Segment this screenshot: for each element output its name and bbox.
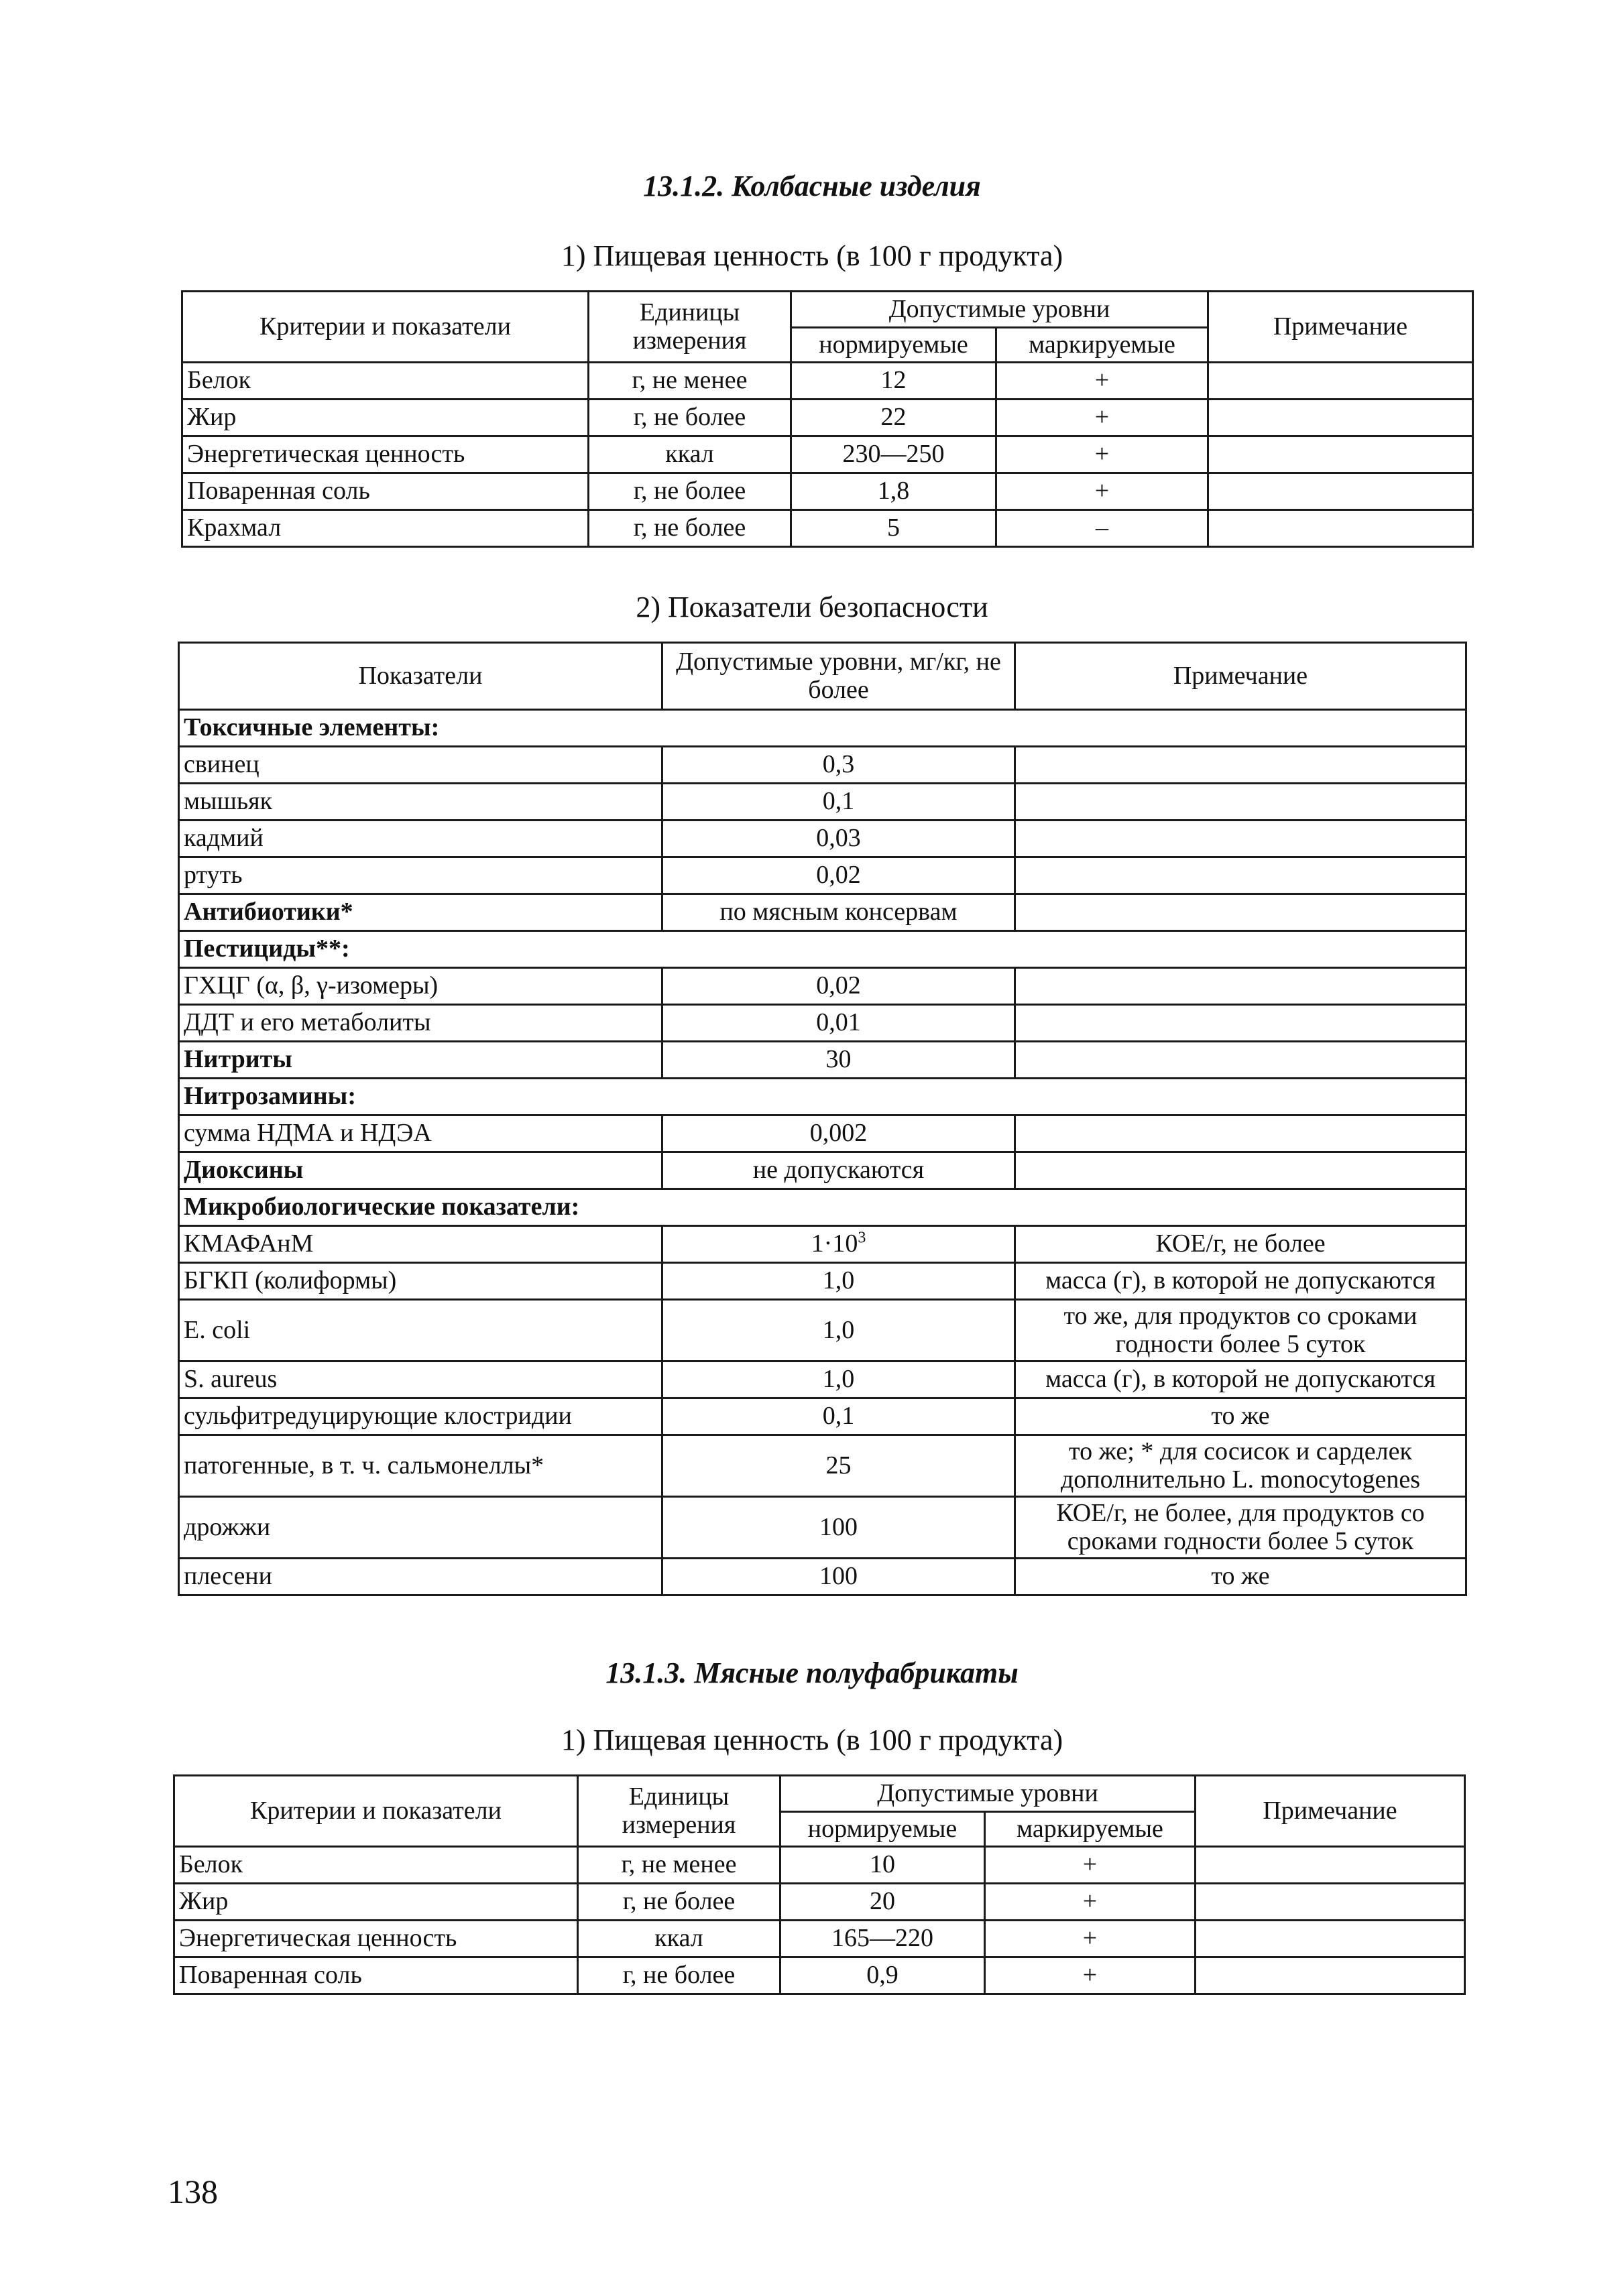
header-units: Единицы измерения	[589, 292, 791, 363]
level-value: 0,3	[822, 750, 855, 779]
level-value: по мясным консервам	[719, 898, 958, 926]
level-cell	[662, 968, 1015, 1005]
indicator-cell: БГКП (колиформы)	[179, 1263, 662, 1300]
indicator-cell: КМАФАнМ	[179, 1226, 662, 1263]
note-cell: масса (г), в которой не допускаются	[1015, 1263, 1466, 1300]
indicator-cell: мышьяк	[179, 784, 662, 821]
labeled-mark-cell: +	[985, 1884, 1196, 1921]
note-cell: КОЕ/г, не более	[1015, 1226, 1466, 1263]
unit-cell: г, не более	[578, 1957, 780, 1994]
criteria-cell: Поваренная соль	[182, 473, 589, 510]
indicator-cell: ДДТ и его метаболиты	[179, 1005, 662, 1042]
level-cell	[662, 747, 1015, 784]
criteria-cell: Крахмал	[182, 510, 589, 547]
note-cell	[1015, 1152, 1466, 1189]
table-row	[179, 894, 1466, 931]
table-row	[182, 400, 1473, 436]
table-row	[179, 1300, 1466, 1362]
nutrition-table-sausages	[181, 290, 1474, 548]
normalized-value-cell: 5	[791, 510, 996, 547]
header-units: Единицы измерения	[578, 1776, 780, 1847]
header-normalized: нормируемые	[791, 328, 996, 363]
group-label: Пестициды**:	[179, 931, 1466, 968]
header-note: Примечание	[1208, 292, 1473, 363]
header-criteria: Критерии и показатели	[182, 292, 589, 363]
note-cell: то же	[1015, 1398, 1466, 1435]
level-value: 0,1	[822, 787, 855, 816]
labeled-mark-cell: +	[985, 1921, 1196, 1957]
level-value: 30	[825, 1045, 852, 1074]
level-cell	[662, 1263, 1015, 1300]
criteria-cell: Энергетическая ценность	[174, 1921, 578, 1957]
header-labeled: маркируемые	[985, 1812, 1196, 1847]
level-value: 1,0	[822, 1315, 855, 1344]
level-cell	[662, 857, 1015, 894]
group-label: Микробиологические показатели:	[179, 1189, 1466, 1226]
criteria-cell: Белок	[174, 1847, 578, 1884]
header-criteria: Критерии и показатели	[174, 1776, 578, 1847]
level-cell	[662, 784, 1015, 821]
indicator-cell: кадмий	[179, 821, 662, 857]
labeled-mark-cell: +	[985, 1847, 1196, 1884]
unit-cell: ккал	[589, 436, 791, 473]
labeled-mark-cell: +	[996, 400, 1208, 436]
note-cell	[1196, 1884, 1465, 1921]
table-row	[179, 821, 1466, 857]
level-value: 1,0	[822, 1365, 855, 1394]
indicator-cell: S. aureus	[179, 1362, 662, 1398]
criteria-cell: Жир	[182, 400, 589, 436]
note-cell	[1196, 1957, 1465, 1994]
level-cell	[662, 1398, 1015, 1435]
table-row	[179, 1559, 1466, 1595]
table-row	[182, 473, 1473, 510]
indicator-cell: плесени	[179, 1559, 662, 1595]
unit-cell: г, не более	[589, 510, 791, 547]
page-number: 138	[168, 2173, 218, 2210]
group-row	[179, 931, 1466, 968]
note-cell	[1208, 473, 1473, 510]
table-row	[179, 1398, 1466, 1435]
group-label: Нитрозамины:	[179, 1079, 1466, 1115]
normalized-value-cell: 10	[780, 1847, 985, 1884]
level-value: 1·10	[811, 1229, 858, 1258]
indicator-cell: ртуть	[179, 857, 662, 894]
level-cell	[662, 894, 1015, 931]
header-safety-levels: Допустимые уровни, мг/кг, не более	[662, 643, 1015, 710]
note-cell	[1015, 821, 1466, 857]
table-row	[179, 857, 1466, 894]
note-cell	[1015, 1042, 1466, 1079]
note-cell	[1015, 894, 1466, 931]
note-cell	[1015, 747, 1466, 784]
indicator-cell: Диоксины	[179, 1152, 662, 1189]
indicator-cell: патогенные, в т. ч. сальмонеллы*	[179, 1435, 662, 1497]
note-cell	[1015, 968, 1466, 1005]
table-row	[182, 510, 1473, 547]
indicator-cell: E. coli	[179, 1300, 662, 1362]
level-value: 0,002	[809, 1119, 868, 1148]
criteria-cell: Белок	[182, 363, 589, 400]
safety-caption: 2) Показатели безопасности	[636, 591, 988, 623]
unit-cell: г, не более	[589, 400, 791, 436]
group-label: Токсичные элементы:	[179, 710, 1466, 747]
note-cell	[1015, 784, 1466, 821]
unit-cell: г, не менее	[578, 1847, 780, 1884]
criteria-cell: Энергетическая ценность	[182, 436, 589, 473]
header-safety-note: Примечание	[1015, 643, 1466, 710]
table-row	[179, 1226, 1466, 1263]
normalized-value-cell: 230—250	[791, 436, 996, 473]
level-cell	[662, 1435, 1015, 1497]
note-cell: то же	[1015, 1559, 1466, 1595]
level-value: 0,03	[816, 824, 861, 853]
section-title-semi-finished: 13.1.3. Мясные полуфабрикаты	[605, 1656, 1019, 1689]
labeled-mark-cell: –	[996, 510, 1208, 547]
safety-table	[178, 642, 1467, 1596]
level-value: 100	[819, 1562, 858, 1591]
table-row	[174, 1847, 1465, 1884]
table-row	[179, 1263, 1466, 1300]
normalized-value-cell: 12	[791, 363, 996, 400]
level-cell	[662, 1559, 1015, 1595]
note-cell: то же; * для сосисок и сарделек дополнительно L. monocytogenes	[1015, 1435, 1466, 1497]
table-row	[179, 1497, 1466, 1559]
note-cell	[1015, 1115, 1466, 1152]
level-cell	[662, 1497, 1015, 1559]
note-cell	[1208, 400, 1473, 436]
table-row	[182, 363, 1473, 400]
header-indicators: Показатели	[179, 643, 662, 710]
table-row	[179, 1005, 1466, 1042]
indicator-cell: Антибиотики*	[179, 894, 662, 931]
header-levels: Допустимые уровни	[791, 292, 1208, 328]
level-value: не допускаются	[752, 1156, 925, 1185]
note-cell: масса (г), в которой не допускаются	[1015, 1362, 1466, 1398]
indicator-cell: Нитриты	[179, 1042, 662, 1079]
level-value: 1,0	[822, 1266, 855, 1295]
nutrition-table-semi-finished	[173, 1774, 1466, 1995]
note-cell	[1196, 1847, 1465, 1884]
header-levels: Допустимые уровни	[780, 1776, 1196, 1812]
indicator-cell: сульфитредуцирующие клостридии	[179, 1398, 662, 1435]
note-cell	[1208, 510, 1473, 547]
level-cell	[662, 1226, 1015, 1263]
level-value: 100	[819, 1512, 858, 1541]
note-cell	[1015, 857, 1466, 894]
level-cell	[662, 1152, 1015, 1189]
note-cell	[1196, 1921, 1465, 1957]
level-cell	[662, 1005, 1015, 1042]
table-row	[179, 1435, 1466, 1497]
level-value: 0,1	[822, 1402, 855, 1431]
table-row	[179, 1362, 1466, 1398]
group-row	[179, 1079, 1466, 1115]
indicator-cell: дрожжи	[179, 1497, 662, 1559]
header-normalized: нормируемые	[780, 1812, 985, 1847]
level-cell	[662, 1300, 1015, 1362]
table-row	[179, 1152, 1466, 1189]
criteria-cell: Поваренная соль	[174, 1957, 578, 1994]
header-note: Примечание	[1196, 1776, 1465, 1847]
table-row	[179, 968, 1466, 1005]
nutrition-caption-sausages: 1) Пищевая ценность (в 100 г продукта)	[561, 239, 1063, 272]
labeled-mark-cell: +	[996, 473, 1208, 510]
unit-cell: ккал	[578, 1921, 780, 1957]
section-title-sausages: 13.1.2. Колбасные изделия	[643, 170, 981, 202]
level-value: 0,01	[816, 1008, 861, 1037]
table-row	[179, 1115, 1466, 1152]
labeled-mark-cell: +	[996, 436, 1208, 473]
note-cell: то же, для продуктов со сроками годности более 5 суток	[1015, 1300, 1466, 1362]
header-labeled: маркируемые	[996, 328, 1208, 363]
indicator-cell: сумма НДМА и НДЭА	[179, 1115, 662, 1152]
normalized-value-cell: 20	[780, 1884, 985, 1921]
table-row	[174, 1884, 1465, 1921]
level-cell	[662, 1362, 1015, 1398]
group-row	[179, 710, 1466, 747]
level-cell	[662, 1115, 1015, 1152]
nutrition-caption-semi-finished: 1) Пищевая ценность (в 100 г продукта)	[561, 1724, 1063, 1756]
level-exponent: 3	[858, 1229, 866, 1247]
table-row	[182, 436, 1473, 473]
normalized-value-cell: 22	[791, 400, 996, 436]
note-cell	[1015, 1005, 1466, 1042]
group-row	[179, 1189, 1466, 1226]
note-cell: КОЕ/г, не более, для продуктов со сроками годности более 5 суток	[1015, 1497, 1466, 1559]
unit-cell: г, не более	[589, 473, 791, 510]
level-value: 25	[825, 1451, 852, 1479]
table-row	[174, 1921, 1465, 1957]
level-cell	[662, 821, 1015, 857]
criteria-cell: Жир	[174, 1884, 578, 1921]
normalized-value-cell: 0,9	[780, 1957, 985, 1994]
normalized-value-cell: 1,8	[791, 473, 996, 510]
indicator-cell: ГХЦГ (α, β, γ-изомеры)	[179, 968, 662, 1005]
table-row	[179, 1042, 1466, 1079]
level-cell	[662, 1042, 1015, 1079]
table-row	[179, 747, 1466, 784]
unit-cell: г, не менее	[589, 363, 791, 400]
table-row	[179, 784, 1466, 821]
labeled-mark-cell: +	[985, 1957, 1196, 1994]
indicator-cell: свинец	[179, 747, 662, 784]
level-value: 0,02	[816, 861, 861, 890]
normalized-value-cell: 165—220	[780, 1921, 985, 1957]
labeled-mark-cell: +	[996, 363, 1208, 400]
unit-cell: г, не более	[578, 1884, 780, 1921]
note-cell	[1208, 436, 1473, 473]
table-row	[174, 1957, 1465, 1994]
note-cell	[1208, 363, 1473, 400]
level-value: 0,02	[816, 971, 861, 1000]
